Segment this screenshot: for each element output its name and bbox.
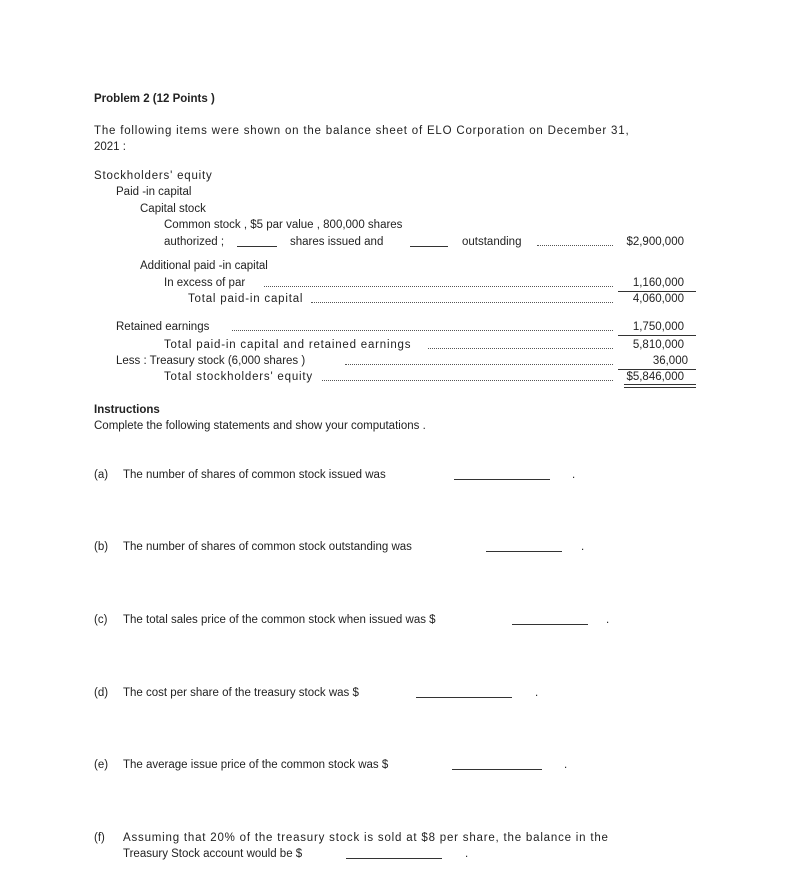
capital-stock-label: Capital stock [140, 203, 206, 215]
retained-earnings-label: Retained earnings [116, 321, 210, 333]
question-b-end: . [581, 541, 585, 553]
question-e-end: . [564, 759, 568, 771]
answer-d-blank[interactable] [416, 686, 512, 698]
question-e-label: (e) [94, 759, 109, 771]
question-c-end: . [606, 614, 610, 626]
common-stock-issued-text: shares issued and [290, 236, 384, 248]
common-stock-outstanding-text: outstanding [462, 236, 522, 248]
leader-dots [428, 348, 613, 349]
answer-c-blank[interactable] [512, 613, 588, 625]
common-stock-amount: $2,900,000 [626, 236, 684, 248]
answer-a-blank[interactable] [454, 468, 550, 480]
total-equity-amount: $5,846,000 [626, 371, 684, 383]
paid-in-capital-label: Paid -in capital [116, 186, 192, 198]
total-with-retained-amount: 5,810,000 [632, 339, 684, 351]
answer-f-blank[interactable] [346, 847, 442, 859]
leader-dots [322, 380, 613, 381]
shares-issued-blank[interactable] [237, 235, 277, 247]
leader-dots [537, 245, 613, 246]
total-paid-in-amount: 4,060,000 [632, 293, 684, 305]
question-c-label: (c) [94, 614, 108, 626]
problem-title: Problem 2 (12 Points ) [94, 93, 215, 105]
question-e-text: The average issue price of the common stock was $ [123, 759, 389, 771]
excess-of-par-label: In excess of par [164, 277, 246, 289]
intro-line-1: The following items were shown on the balance sheet of ELO Corporation on December 31, [94, 125, 630, 137]
leader-dots [232, 330, 613, 331]
leader-dots [311, 302, 613, 303]
question-c-text: The total sales price of the common stock when issued was $ [123, 614, 436, 626]
question-a-end: . [572, 469, 576, 481]
question-f-line-2: Treasury Stock account would be $ [123, 848, 303, 860]
additional-paid-in-label: Additional paid -in capital [140, 260, 268, 272]
leader-dots [264, 286, 613, 287]
question-d-end: . [535, 687, 539, 699]
total-paid-in-label: Total paid-in capital [188, 293, 304, 305]
total-equity-label: Total stockholders' equity [164, 371, 313, 383]
excess-of-par-amount: 1,160,000 [632, 277, 684, 289]
total-with-retained-label: Total paid-in capital and retained earnings [164, 339, 412, 351]
question-f-line-1: Assuming that 20% of the treasury stock is sold at $8 per share, the balance in the [123, 832, 609, 844]
question-d-text: The cost per share of the treasury stock was $ [123, 687, 359, 699]
shares-outstanding-blank[interactable] [410, 235, 448, 247]
question-b-text: The number of shares of common stock outstanding was [123, 541, 412, 553]
double-rule [624, 387, 696, 388]
double-rule [624, 384, 696, 385]
instructions-heading: Instructions [94, 404, 160, 416]
common-stock-line-1: Common stock , $5 par value , 800,000 shares [164, 219, 403, 231]
question-d-label: (d) [94, 687, 109, 699]
equity-heading: Stockholders' equity [94, 170, 213, 182]
question-f-label: (f) [94, 832, 105, 844]
answer-b-blank[interactable] [486, 540, 562, 552]
answer-e-blank[interactable] [452, 758, 542, 770]
question-f-end: . [465, 848, 469, 860]
treasury-stock-amount: 36,000 [652, 355, 688, 367]
question-a-text: The number of shares of common stock issued was [123, 469, 386, 481]
treasury-stock-label: Less : Treasury stock (6,000 shares ) [116, 355, 306, 367]
question-a-label: (a) [94, 469, 109, 481]
leader-dots [345, 364, 613, 365]
instructions-text: Complete the following statements and show your computations . [94, 420, 426, 432]
retained-earnings-amount: 1,750,000 [632, 321, 684, 333]
common-stock-authorized: authorized ; [164, 236, 225, 248]
subtotal-rule [618, 335, 696, 336]
intro-line-2: 2021 : [94, 141, 126, 153]
question-b-label: (b) [94, 541, 109, 553]
